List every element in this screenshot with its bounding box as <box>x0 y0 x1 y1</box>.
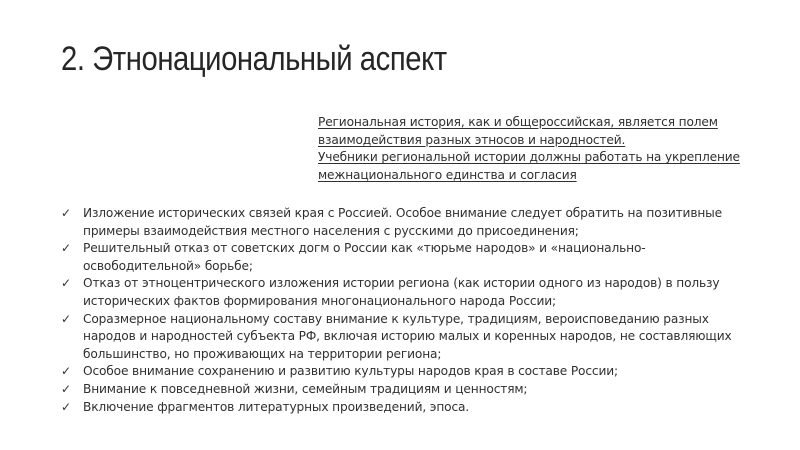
check-icon: ✓ <box>61 311 71 326</box>
check-icon: ✓ <box>61 381 71 396</box>
bullet-item <box>61 205 761 240</box>
callout-line: Региональная история, как и общероссийская, является полем взаимодействия разных этносов и народностей. <box>318 115 718 147</box>
bullet-item <box>61 311 761 364</box>
slide-title: 2. Этнонациональный аспект <box>61 40 447 78</box>
bullet-list <box>61 205 761 416</box>
bullet-text: Изложение исторических связей края с Россией. Особое внимание следует обратить на позитивные примеры взаимодействия местного населения с русскими до присоединения; <box>83 206 722 238</box>
check-icon: ✓ <box>61 399 71 414</box>
check-icon: ✓ <box>61 206 71 220</box>
bullet-item <box>61 399 761 417</box>
bullet-text: Решительный отказ от советских догм о России как «тюрьме народов» и «национально-освободительной» борьбе; <box>83 241 646 273</box>
callout-text <box>318 114 758 184</box>
bullet-text: Отказ от этноцентрического изложения истории региона (как истории одного из народов) в пользу исторических фактов формирования многонационального народа России; <box>83 276 720 308</box>
bullet-item <box>61 275 761 310</box>
check-icon: ✓ <box>61 364 71 379</box>
bullet-text: Включение фрагментов литературных произведений, эпоса. <box>83 399 470 414</box>
bullet-text: Соразмерное национальному составу внимание к культуре, традициям, вероисповеданию разных народов и народностей субъекта РФ, включая историю малых и коренных народов, не составляющих большинство, но проживающих на территории региона; <box>83 311 732 361</box>
bullet-item <box>61 381 761 399</box>
bullet-text: Особое внимание сохранению и развитию культуры народов края в составе России; <box>83 364 618 379</box>
bullet-item <box>61 363 761 381</box>
bullet-text: Внимание к повседневной жизни, семейным традициям и ценностям; <box>83 381 528 396</box>
check-icon: ✓ <box>61 276 71 291</box>
check-icon: ✓ <box>61 241 71 256</box>
callout-line: Учебники региональной истории должны работать на укрепление межнационального единства и согласия <box>318 150 740 182</box>
bullet-item <box>61 240 761 275</box>
